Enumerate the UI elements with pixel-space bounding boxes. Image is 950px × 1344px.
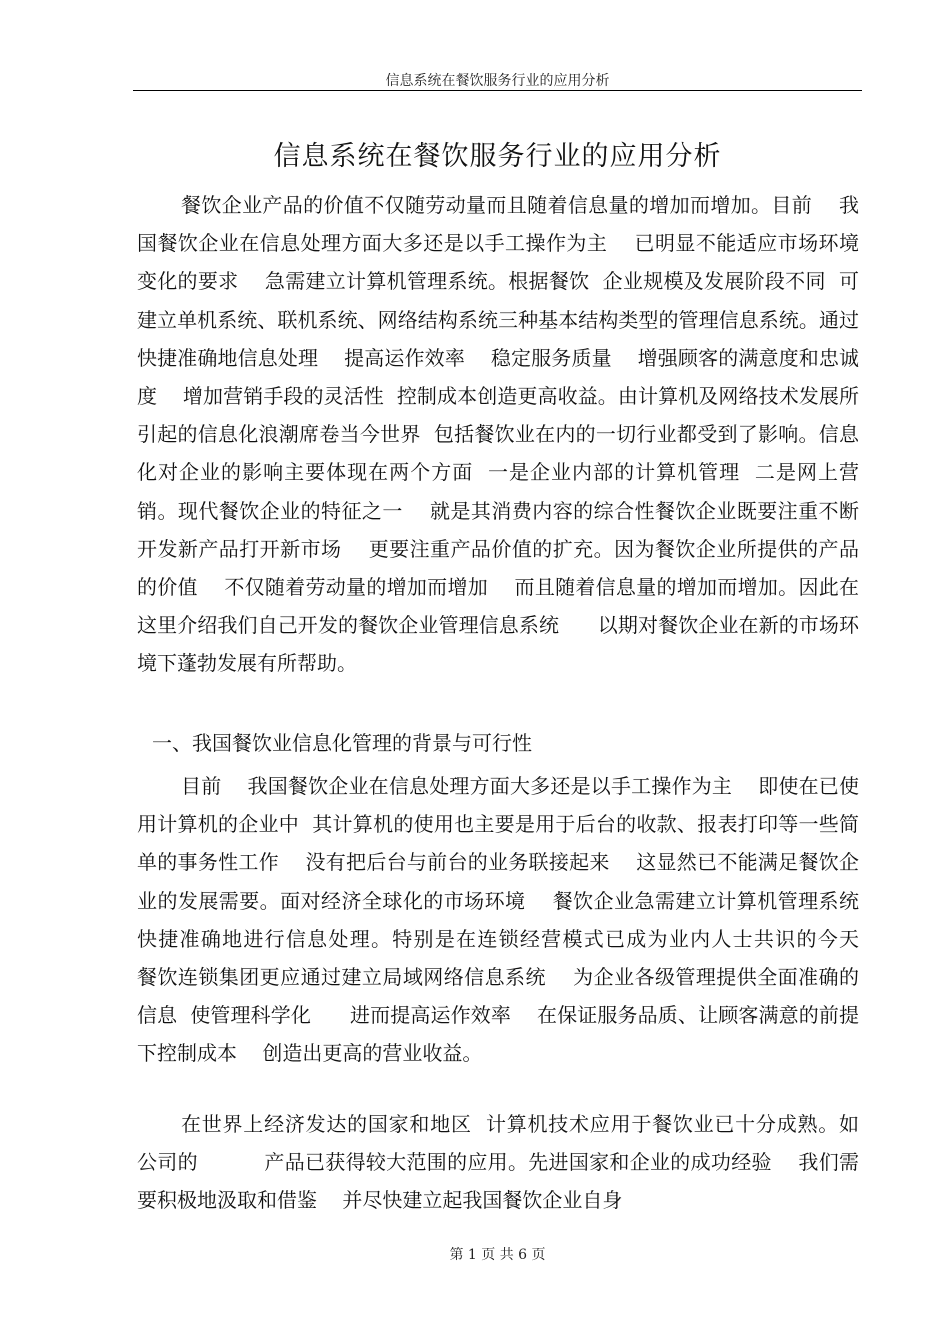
page-number-footer: 第 1 页 共 6 页 xyxy=(449,1247,546,1263)
body-paragraph-experience: 在世界上经济发达的国家和地区 计算机技术应用于餐饮业已十分成熟。如 公司的 产品已获得较大范围的应用。先进国家和企业的成功经验 我们需要积极地汲取和借鉴 并尽快建立起我国餐饮企业自身 xyxy=(137,1112,923,1213)
body-paragraph-intro: 餐饮企业产品的价值不仅随劳动量而且随着信息量的增加而增加。目前 我国餐饮企业在信息处理方面大多还是以手工操作为主 已明显不能适应市场环境变化的要求 急需建立计算机管理系统。根据餐饮 企业规模及发展阶段不同 可建立单机系统、联机系统、网络结构系统三种基本结构类型的管理信息系统。通过快捷准确地信息处理 提高运作效率 稳定服务质量 增强顾客的满意度和忠诚度 增加营销手段的灵活性 控制成本创造更高收益。由计算机及网络技术发展所引起的信息化浪潮席卷当今世界 包括餐饮业在内的一切行业都受到了影响。信息化对企业的影响主要体现在两个方面 一是企业内部的计算机管理 二是网上营销。现代餐饮企业的特征之一 就是其消费内容的综合性餐饮企业既要注重不断开发新产品打开新市场 更要注重产品价值的扩充。因为餐饮企业所提供的产品的价值 不仅随着劳动量的增加而增加 而且随着信息量的增加而增加。因此在这里介绍我们自己开发的餐饮企业管理信息系统 以期对餐饮企业在新的市场环境下蓬勃发展有所帮助。 xyxy=(137,193,859,676)
running-header: 信息系统在餐饮服务行业的应用分析 xyxy=(385,73,610,89)
document-title: 信息系统在餐饮服务行业的应用分析 xyxy=(273,141,722,172)
body-paragraph-background: 目前 我国餐饮企业在信息处理方面大多还是以手工操作为主 即使在已使用计算机的企业中 其计算机的使用也主要是用于后台的收款、报表打印等一些简单的事务性工作 没有把后台与前台的业务联接起来 这显然已不能满足餐饮企业的发展需要。面对经济全球化的市场环境 餐饮企业急需建立计算机管理系统 快捷准确地进行信息处理。特别是在连锁经营模式已成为业内人士共识的今天 餐饮连锁集团更应通过建立局域网络信息系统 为企业各级管理提供全面准确的信息 使管理科学化 进而提高运作效率 在保证服务品质、让顾客满意的前提下控制成本 创造出更高的营业收益。 xyxy=(137,774,898,1066)
header-divider xyxy=(133,90,862,91)
section-heading: 一、我国餐饮业信息化管理的背景与可行性 xyxy=(152,731,532,755)
